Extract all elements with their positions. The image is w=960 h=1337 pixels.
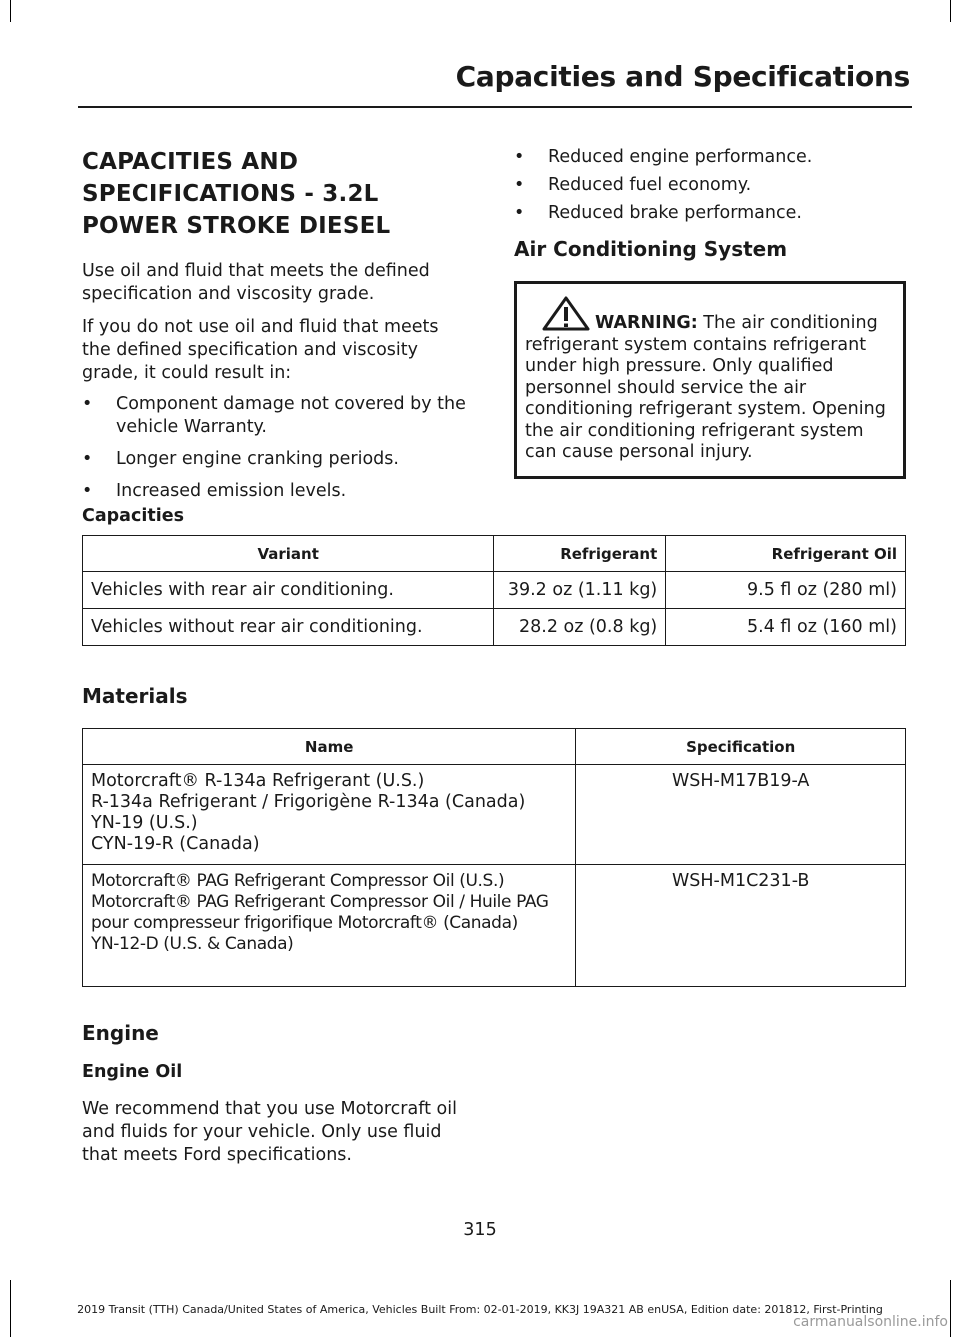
consequence-list (82, 393, 472, 503)
list-item: • Increased emission levels. (82, 481, 347, 501)
right-column (514, 146, 906, 479)
list-item: • Reduced fuel economy. (514, 175, 752, 195)
warning-box (514, 281, 906, 479)
table-cell: 28.2 oz (0.8 kg) (494, 609, 666, 646)
list-item: • Reduced brake performance. (514, 203, 802, 223)
crop-mark (10, 0, 11, 22)
materials-heading: Materials (82, 684, 188, 708)
column-header: Specification (576, 729, 906, 765)
warning-label: WARNING: (595, 313, 698, 333)
column-header: Variant (83, 536, 494, 572)
section-heading (82, 146, 472, 242)
footer-edition-info: 2019 Transit (TTH) Canada/United States of America, Vehicles Built From: 02-01-2019, KK3J 19A321 AB enUSA, Edition date: 201812, First-Printing (77, 1303, 883, 1316)
table-cell: Vehicles without rear air conditioning. (83, 609, 494, 646)
warning-text: The air conditioning refrigerant system contains refrigerant under high pressure. Only qualified personnel should service the air conditioning refrigerant system. Opening the air conditioning refrigerant system can cause personal injury. (525, 313, 886, 462)
watermark: carmanualsonline.info (793, 1314, 948, 1330)
intro-paragraph: Use oil and fluid that meets the defined specification and viscosity grade. (82, 261, 430, 304)
column-header: Refrigerant Oil (666, 536, 906, 572)
list-item: • Component damage not covered by the vehicle Warranty. (82, 394, 466, 437)
warning-content (525, 313, 886, 462)
table-row (83, 765, 906, 865)
list-item: • Reduced engine performance. (514, 147, 813, 167)
table-cell: 39.2 oz (1.11 kg) (494, 572, 666, 609)
table-cell: Vehicles with rear air conditioning. (83, 572, 494, 609)
warning-triangle-icon (541, 296, 591, 332)
column-header: Name (83, 729, 576, 765)
table-header-row (83, 536, 906, 572)
table-row (83, 865, 906, 987)
table-cell: Motorcraft® R-134a Refrigerant (U.S.) R-134a Refrigerant / Frigorigène R-134a (Canada) YN-19 (U.S.) CYN-19-R (Canada) (83, 765, 576, 865)
engine-oil-text: We recommend that you use Motorcraft oil and fluids for your vehicle. Only use fluid that meets Ford specifications. (82, 1099, 457, 1165)
table-cell: WSH-M1C231-B (576, 865, 906, 987)
consequence-list-continued (514, 146, 906, 225)
heading-line: SPECIFICATIONS - 3.2L (82, 181, 379, 207)
table-cell: 5.4 fl oz (160 ml) (666, 609, 906, 646)
engine-oil-subheading: Engine Oil (82, 1062, 183, 1082)
list-item: • Longer engine cranking periods. (82, 449, 399, 469)
table-cell: 9.5 fl oz (280 ml) (666, 572, 906, 609)
column-header: Refrigerant (494, 536, 666, 572)
ac-heading: Air Conditioning System (514, 237, 788, 261)
header-rule (78, 106, 912, 108)
table-cell: WSH-M17B19-A (576, 765, 906, 865)
engine-heading: Engine (82, 1021, 159, 1045)
table-row (83, 609, 906, 646)
table-header-row (83, 729, 906, 765)
crop-mark (950, 0, 951, 22)
page-header-title: Capacities and Specifications (455, 60, 910, 93)
capacities-table (82, 535, 906, 646)
materials-table (82, 728, 906, 987)
table-row (83, 572, 906, 609)
page-number: 315 (463, 1220, 497, 1240)
table-cell: Motorcraft® PAG Refrigerant Compressor Oil (U.S.) Motorcraft® PAG Refrigerant Compressor Oil / Huile PAG pour compresseur frigorifique Motorcraft® (Canada) YN-12-D (U.S. & Canada) (83, 865, 576, 987)
condition-paragraph: If you do not use oil and fluid that meets the defined specification and viscosity grade, it could result in: (82, 317, 439, 383)
left-column (82, 146, 472, 512)
heading-line: CAPACITIES AND (82, 149, 299, 175)
heading-line: POWER STROKE DIESEL (82, 213, 391, 239)
capacities-heading: Capacities (82, 506, 185, 526)
